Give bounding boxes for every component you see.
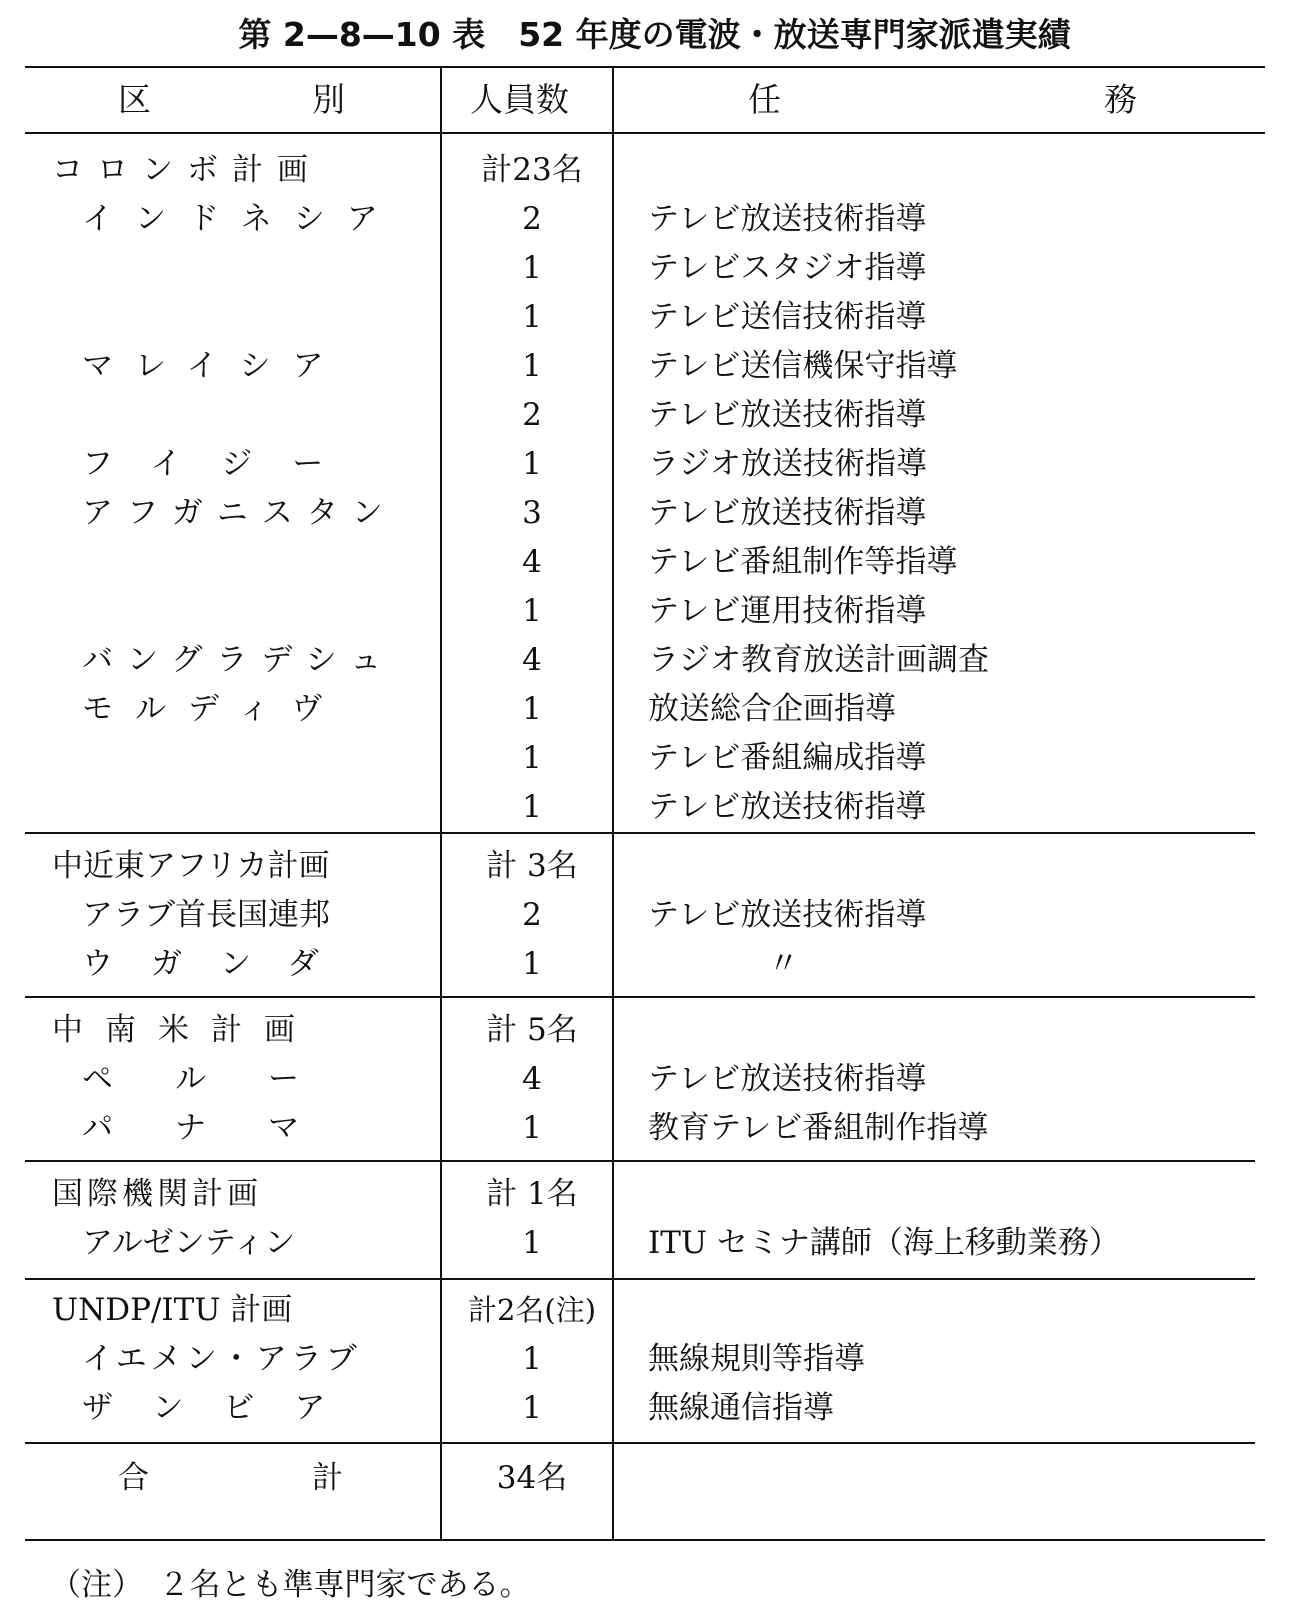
task: テレビ放送技術指導 bbox=[648, 789, 927, 825]
count: 4 bbox=[522, 1061, 542, 1097]
country: アフガニスタン bbox=[82, 495, 397, 531]
count: 1 bbox=[522, 740, 542, 776]
grand-total-label-b: 計 bbox=[312, 1460, 343, 1496]
task: テレビ番組制作等指導 bbox=[648, 544, 958, 580]
country: イエメン・アラブ bbox=[82, 1341, 361, 1377]
country: ザンビア bbox=[82, 1390, 366, 1426]
task: テレビ放送技術指導 bbox=[648, 397, 927, 433]
count: 3 bbox=[522, 495, 542, 531]
count: 1 bbox=[522, 1341, 542, 1377]
task: テレビ送信機保守指導 bbox=[648, 348, 958, 384]
task: ITU セミナ講師（海上移動業務） bbox=[648, 1225, 1120, 1261]
section-rule bbox=[25, 1442, 1255, 1444]
count: 1 bbox=[522, 593, 542, 629]
section-rule bbox=[25, 1278, 1255, 1280]
task: テレビ運用技術指導 bbox=[648, 593, 927, 629]
count: 1 bbox=[522, 1390, 542, 1426]
count: 2 bbox=[522, 397, 542, 433]
country: アルゼンティン bbox=[82, 1225, 296, 1261]
task: 無線通信指導 bbox=[648, 1390, 834, 1426]
task: テレビ放送技術指導 bbox=[648, 495, 927, 531]
task: 教育テレビ番組制作指導 bbox=[648, 1110, 989, 1146]
section-total: 計 3名 bbox=[486, 848, 578, 884]
country: ペルー bbox=[82, 1061, 361, 1097]
count: 4 bbox=[522, 642, 542, 678]
task: 無線規則等指導 bbox=[648, 1341, 865, 1377]
section-total: 計23名 bbox=[481, 152, 583, 188]
count: 1 bbox=[522, 348, 542, 384]
task: テレビ番組編成指導 bbox=[648, 740, 927, 776]
count: 2 bbox=[522, 897, 542, 933]
section-name: 国際機関計画 bbox=[52, 1176, 262, 1212]
task: テレビ放送技術指導 bbox=[648, 1061, 927, 1097]
country: モルディヴ bbox=[82, 691, 345, 727]
section-total: 計 1名 bbox=[486, 1176, 578, 1212]
task: テレビ放送技術指導 bbox=[648, 897, 927, 933]
count: 1 bbox=[522, 299, 542, 335]
task: 放送総合企画指導 bbox=[648, 691, 896, 727]
header-bottom-rule bbox=[25, 132, 1265, 134]
section-name: コロンボ計画 bbox=[52, 152, 322, 188]
country: ウガンダ bbox=[82, 946, 357, 982]
header-col1-a: 区 bbox=[118, 80, 151, 119]
section-rule bbox=[25, 1160, 1255, 1162]
section-rule bbox=[25, 996, 1255, 998]
section-total: 計 5名 bbox=[486, 1012, 578, 1048]
footnote: （注） ２名とも準専門家である。 bbox=[50, 1567, 531, 1603]
country: フイジー bbox=[82, 446, 364, 482]
count: 4 bbox=[522, 544, 542, 580]
country: マレイシア bbox=[82, 348, 346, 384]
header-col1-b: 別 bbox=[312, 80, 345, 119]
task: 〃 bbox=[768, 946, 799, 982]
header-col2: 人員数 bbox=[470, 80, 569, 119]
grand-total-value: 34名 bbox=[496, 1460, 568, 1496]
header-col3-b: 務 bbox=[1104, 80, 1137, 119]
task: ラジオ放送技術指導 bbox=[648, 446, 927, 482]
section-name: 中南米計画 bbox=[52, 1012, 317, 1048]
country: アラブ首長国連邦 bbox=[82, 897, 330, 933]
count: 1 bbox=[522, 691, 542, 727]
task: テレビスタジオ指導 bbox=[648, 250, 927, 286]
count: 1 bbox=[522, 789, 542, 825]
count: 1 bbox=[522, 1225, 542, 1261]
count: 1 bbox=[522, 446, 542, 482]
count: 1 bbox=[522, 250, 542, 286]
count: 1 bbox=[522, 946, 542, 982]
count: 2 bbox=[522, 201, 542, 237]
bottom-rule bbox=[25, 1539, 1265, 1541]
section-total: 計2名(注) bbox=[467, 1293, 597, 1327]
section-name: 中近東アフリカ計画 bbox=[52, 848, 330, 884]
header-col3-a: 任 bbox=[748, 80, 781, 119]
column-rule-1 bbox=[440, 66, 442, 1539]
table-title: 第 2—8—10 表 52 年度の電波・放送専門家派遣実績 bbox=[238, 15, 1071, 54]
country: パナマ bbox=[82, 1110, 361, 1146]
country: インドネシア bbox=[82, 201, 400, 237]
task: テレビ送信技術指導 bbox=[648, 299, 927, 335]
count: 1 bbox=[522, 1110, 542, 1146]
grand-total-label-a: 合 bbox=[118, 1460, 149, 1496]
task: ラジオ教育放送計画調査 bbox=[648, 642, 989, 678]
task: テレビ放送技術指導 bbox=[648, 201, 927, 237]
top-rule bbox=[25, 66, 1265, 68]
section-name: UNDP/ITU 計画 bbox=[52, 1292, 293, 1328]
country: バングラデシュ bbox=[82, 642, 396, 678]
section-rule bbox=[25, 832, 1255, 834]
